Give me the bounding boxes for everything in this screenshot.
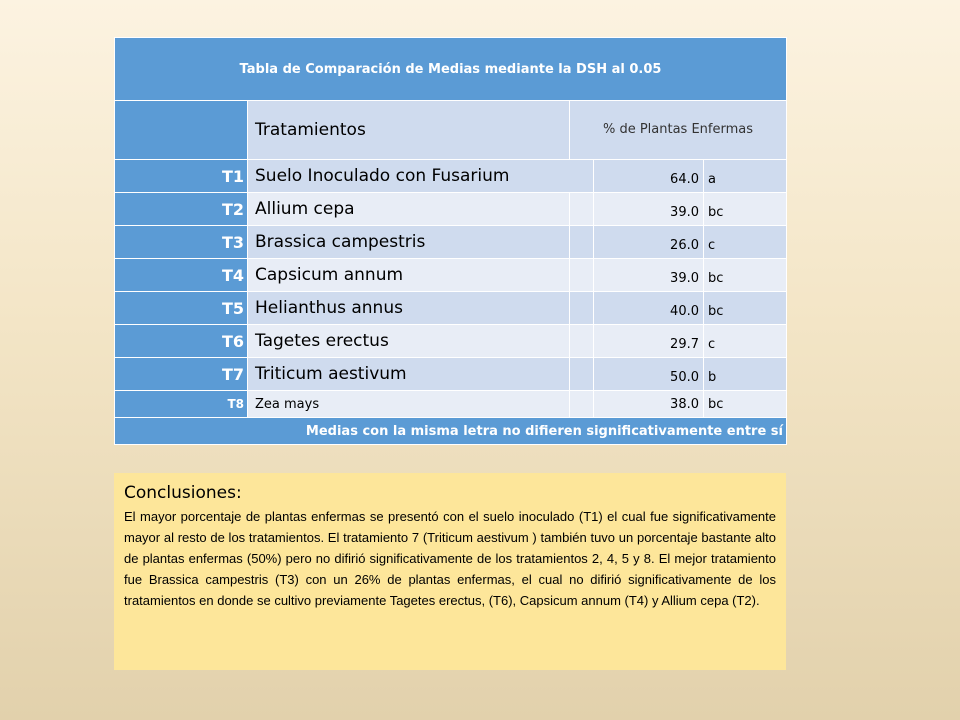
header-id-cell (115, 101, 248, 160)
percent-value: 50.0 (594, 358, 704, 391)
table-row (115, 391, 787, 418)
header-percent: % de Plantas Enfermas (570, 101, 787, 160)
significance-letter: bc (704, 259, 787, 292)
spacer-cell (570, 259, 594, 292)
treatment-id: T3 (115, 226, 248, 259)
percent-value: 39.0 (594, 193, 704, 226)
conclusions-box (114, 473, 786, 670)
table-row (115, 292, 787, 325)
treatment-id: T5 (115, 292, 248, 325)
treatment-id: T2 (115, 193, 248, 226)
significance-letter: a (704, 160, 787, 193)
treatment-name: Tagetes erectus (248, 325, 570, 358)
treatment-id: T4 (115, 259, 248, 292)
table-row (115, 259, 787, 292)
percent-value: 29.7 (594, 325, 704, 358)
significance-letter: bc (704, 292, 787, 325)
treatment-id: T7 (115, 358, 248, 391)
spacer-cell (570, 226, 594, 259)
percent-value: 39.0 (594, 259, 704, 292)
table-row (115, 358, 787, 391)
table-title-row (115, 38, 787, 101)
significance-letter: bc (704, 391, 787, 418)
significance-letter: c (704, 226, 787, 259)
header-treatments: Tratamientos (248, 101, 570, 160)
treatment-id: T1 (115, 160, 248, 193)
significance-letter: c (704, 325, 787, 358)
comparison-table (114, 37, 787, 445)
percent-value: 40.0 (594, 292, 704, 325)
conclusions-text: El mayor porcentaje de plantas enfermas se presentó con el suelo inoculado (T1) el cual fue significativamente mayor al resto de los tratamientos. El tratamiento 7 (Triticum aestivum ) también tuvo un porcentaje bastante alto de plantas enfermas (50%) pero no difirió significativamente de los tratamientos 2, 4, 5 y 8. El mejor tratamiento fue Brassica campestris (T3) con un 26% de plantas enfermas, el cual no difirió significativamente de los tratamientos en donde se cultivo previamente Tagetes erectus, (T6), Capsicum annum (T4) y Allium cepa (T2). (124, 509, 776, 608)
treatment-name: Zea mays (248, 391, 570, 418)
treatment-id: T8 (115, 391, 248, 418)
percent-value: 38.0 (594, 391, 704, 418)
spacer-cell (570, 193, 594, 226)
treatment-name: Suelo Inoculado con Fusarium (248, 160, 594, 193)
table-header-row (115, 101, 787, 160)
table-footnote: Medias con la misma letra no difieren significativamente entre sí (115, 418, 787, 445)
percent-value: 64.0 (594, 160, 704, 193)
treatment-name: Helianthus annus (248, 292, 570, 325)
conclusions-heading: Conclusiones: (124, 483, 242, 503)
table-row (115, 160, 787, 193)
treatment-name: Triticum aestivum (248, 358, 570, 391)
spacer-cell (570, 358, 594, 391)
table-row (115, 193, 787, 226)
treatment-name: Capsicum annum (248, 259, 570, 292)
table-footnote-row (115, 418, 787, 445)
significance-letter: bc (704, 193, 787, 226)
spacer-cell (570, 292, 594, 325)
percent-value: 26.0 (594, 226, 704, 259)
significance-letter: b (704, 358, 787, 391)
spacer-cell (570, 325, 594, 358)
treatment-name: Brassica campestris (248, 226, 570, 259)
table-row (115, 325, 787, 358)
table-row (115, 226, 787, 259)
treatment-id: T6 (115, 325, 248, 358)
spacer-cell (570, 391, 594, 418)
table-title: Tabla de Comparación de Medias mediante la DSH al 0.05 (115, 38, 787, 101)
treatment-name: Allium cepa (248, 193, 570, 226)
table-body (115, 160, 787, 418)
